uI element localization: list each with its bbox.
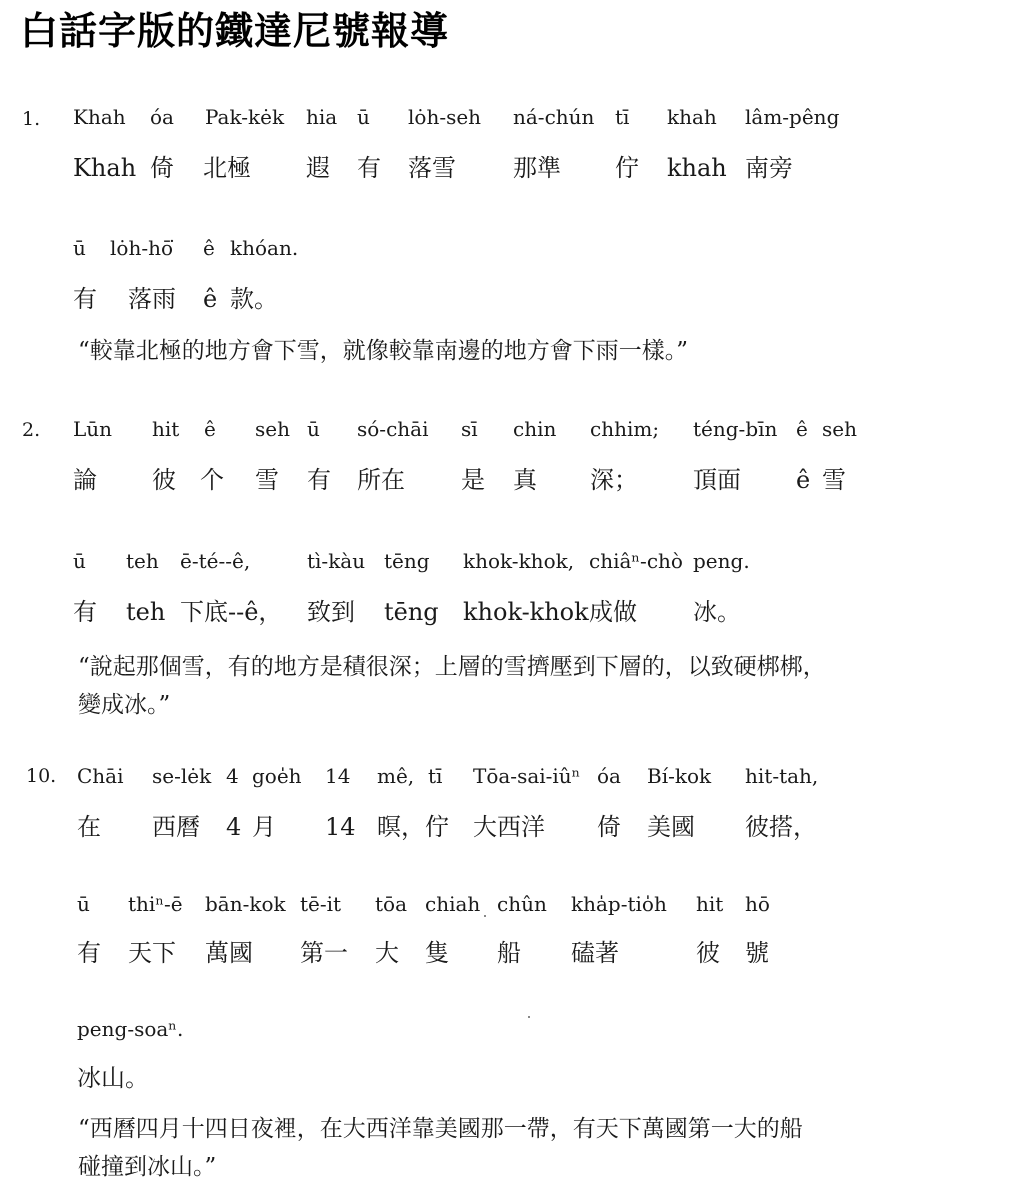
hanzi-word: 彼 [152, 466, 176, 494]
romanized-word: ū [73, 549, 86, 573]
hanzi-word: 个 [200, 466, 224, 494]
romanized-word: téng-bīn [693, 417, 778, 441]
romanized-word: seh [255, 417, 290, 441]
romanized-word: chiah [425, 892, 481, 916]
romanized-word: hō [745, 892, 770, 916]
hanzi-word: 4 [226, 813, 242, 841]
romanized-word: óa [150, 105, 174, 129]
hanzi-word: 美國 [647, 813, 695, 841]
romanized-word: se-lėk [152, 764, 212, 788]
hanzi-word: 致到 [307, 598, 355, 626]
hanzi-word: 磕著 [571, 939, 619, 967]
hanzi-word: 頂面 [693, 466, 741, 494]
hanzi-word: 天下 [128, 939, 176, 967]
hanzi-word: 北極 [203, 154, 251, 182]
hanzi-word: 那準 [513, 154, 561, 182]
romanized-word: teh [126, 549, 159, 573]
hanzi-word: 佇 [615, 154, 639, 182]
hanzi-line [0, 938, 1015, 978]
romanized-word: ê [796, 417, 808, 441]
scan-speck [528, 1016, 530, 1018]
romanized-word: Khah [73, 105, 126, 129]
hanzi-word: 第一 [300, 939, 348, 967]
hanzi-word: 南旁 [745, 154, 793, 182]
romanized-word: kha̍p-tio̍h [571, 892, 667, 916]
hanzi-word: 有 [73, 598, 97, 626]
hanzi-word: 落雨 [128, 285, 176, 313]
hanzi-word: 大 [375, 939, 399, 967]
romanized-word: hit-tah, [745, 764, 819, 788]
romanized-word: hia [306, 105, 338, 129]
hanzi-word: 彼 [696, 939, 720, 967]
romanized-word: tēng [384, 549, 430, 573]
romanized-line [0, 890, 1015, 930]
hanzi-word: 萬國 [205, 939, 253, 967]
hanzi-word: 有 [357, 154, 381, 182]
hanzi-line [0, 1063, 1015, 1103]
romanized-word: peng-soaⁿ. [77, 1017, 184, 1041]
entry-number: 1. [22, 108, 41, 130]
romanized-word: tī [615, 105, 630, 129]
hanzi-word: 成做 [589, 598, 637, 626]
romanized-word: ē-té--ê, [180, 549, 251, 573]
romanized-word: ū [357, 105, 370, 129]
hanzi-word: 論 [73, 466, 97, 494]
romanized-word: tī [428, 764, 443, 788]
hanzi-word: 彼搭， [745, 813, 817, 841]
hanzi-line [0, 812, 1015, 852]
romanized-word: chhim; [590, 417, 660, 441]
romanized-word: só-chāi [357, 417, 429, 441]
hanzi-word: ê [796, 466, 811, 494]
mandarin-translation: “說起那個雪，有的地方是積很深；上層的雪擠壓到下層的，以致硬梆梆， 變成冰。” [78, 654, 826, 718]
mandarin-translation: “較靠北極的地方會下雪，就像較靠南邊的地方會下雨一樣。” [78, 338, 689, 364]
romanized-word: tōa [375, 892, 408, 916]
romanized-line [0, 547, 1015, 587]
romanized-line [0, 1015, 1015, 1055]
romanized-word: 14 [325, 764, 351, 788]
hanzi-line [0, 597, 1015, 637]
romanized-word: thiⁿ-ē [128, 892, 183, 916]
romanized-word: lâm-pêng [745, 105, 840, 129]
romanized-word: chûn [497, 892, 547, 916]
romanized-word: mê, [377, 764, 415, 788]
romanized-word: ū [73, 236, 86, 260]
hanzi-word: 倚 [150, 154, 174, 182]
romanized-word: seh [822, 417, 857, 441]
hanzi-word: 冰山。 [77, 1064, 149, 1092]
romanized-word: Lūn [73, 417, 113, 441]
hanzi-word: 冰。 [693, 598, 741, 626]
romanized-word: ū [307, 417, 320, 441]
romanized-word: tē-it [300, 892, 342, 916]
hanzi-word: 深； [590, 466, 638, 494]
romanized-word: tì-kàu [307, 549, 366, 573]
romanized-word: Bí-kok [647, 764, 712, 788]
scan-speck [484, 915, 486, 917]
hanzi-word: 隻 [425, 939, 449, 967]
entry-number: 2. [22, 419, 41, 441]
romanized-word: chiâⁿ-chò [589, 549, 683, 573]
romanized-line [0, 103, 1015, 143]
romanized-word: ū [77, 892, 90, 916]
romanized-word: Chāi [77, 764, 124, 788]
romanized-word: khok-khok, [463, 549, 575, 573]
hanzi-word: 真 [513, 466, 537, 494]
hanzi-word: 所在 [357, 466, 405, 494]
mandarin-translation: “西曆四月十四日夜裡，在大西洋靠美國那一帶，有天下萬國第一大的船 碰撞到冰山。” [78, 1116, 803, 1180]
hanzi-word: 落雪 [408, 154, 456, 182]
hanzi-word: tēng [384, 598, 439, 626]
hanzi-word: 遐 [306, 154, 330, 182]
hanzi-word: 在 [77, 813, 101, 841]
romanized-word: ê [203, 236, 215, 260]
hanzi-word: khah [667, 154, 727, 182]
romanized-word: khah [667, 105, 717, 129]
hanzi-line [0, 284, 1015, 324]
romanized-word: bān-kok [205, 892, 286, 916]
romanized-word: khóan. [230, 236, 299, 260]
hanzi-word: 是 [461, 466, 485, 494]
romanized-line [0, 762, 1015, 802]
romanized-word: ê [204, 417, 216, 441]
romanized-word: ná-chún [513, 105, 595, 129]
romanized-word: sī [461, 417, 478, 441]
romanized-word: lȯh-seh [408, 105, 482, 129]
romanized-line [0, 234, 1015, 274]
hanzi-word: 倚 [597, 813, 621, 841]
romanized-word: Tōa-sai-iûⁿ [473, 764, 581, 788]
hanzi-word: 暝，佇 [377, 813, 449, 841]
romanized-word: óa [597, 764, 621, 788]
hanzi-word: 款。 [230, 285, 278, 313]
hanzi-word: 雪 [822, 466, 846, 494]
hanzi-word: teh [126, 598, 166, 626]
hanzi-line [0, 465, 1015, 505]
entry-number: 10. [26, 765, 57, 787]
hanzi-word: 有 [307, 466, 331, 494]
romanized-word: hit [152, 417, 180, 441]
hanzi-word: 14 [325, 813, 356, 841]
hanzi-word: 雪 [255, 466, 279, 494]
hanzi-word: 有 [77, 939, 101, 967]
hanzi-line [0, 153, 1015, 193]
hanzi-word: Khah [73, 154, 137, 182]
hanzi-word: 號 [745, 939, 769, 967]
hanzi-word: 大西洋 [473, 813, 545, 841]
page-title: 白話字版的鐵達尼號報導 [20, 9, 450, 53]
romanized-word: lȯh-hō͘ [110, 236, 173, 260]
hanzi-word: 月 [252, 813, 276, 841]
romanized-word: Pak-kėk [205, 105, 285, 129]
hanzi-word: 下底--ê， [180, 598, 283, 626]
romanized-word: chin [513, 417, 557, 441]
hanzi-word: 有 [73, 285, 97, 313]
romanized-word: 4 [226, 764, 239, 788]
romanized-word: goe̍h [252, 764, 302, 788]
hanzi-word: ê [203, 285, 218, 313]
hanzi-word: 西曆 [152, 813, 200, 841]
romanized-line [0, 415, 1015, 455]
romanized-word: hit [696, 892, 724, 916]
romanized-word: peng. [693, 549, 750, 573]
hanzi-word: 船 [497, 939, 521, 967]
hanzi-word: khok-khok [463, 598, 589, 626]
